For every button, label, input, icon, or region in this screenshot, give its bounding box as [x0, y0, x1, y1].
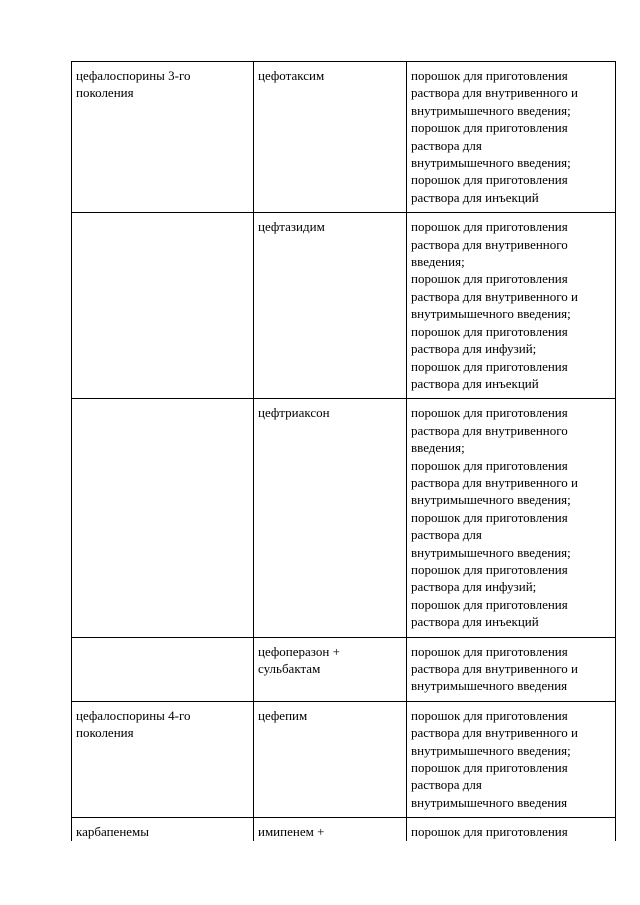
table-row — [72, 637, 616, 701]
drug-cell — [254, 213, 407, 399]
drug-name: цефтриаксон — [258, 405, 330, 421]
form-line: порошок для приготовления — [411, 323, 568, 339]
form-line: раствора для — [411, 137, 482, 153]
forms-cell — [407, 213, 616, 399]
drug-cell — [254, 637, 407, 701]
group-cell — [72, 62, 254, 213]
form-line: раствора для внутривенного — [411, 236, 568, 252]
group-cell — [72, 818, 254, 841]
form-line: порошок для приготовления — [411, 172, 568, 188]
form-line: внутримышечного введения; — [411, 102, 571, 118]
group-cell — [72, 701, 254, 817]
drug-cell — [254, 62, 407, 213]
form-line: порошок для приготовления — [411, 760, 568, 776]
drug-name: имипенем + — [258, 824, 325, 840]
form-line: порошок для приготовления — [411, 824, 568, 840]
forms-cell — [407, 701, 616, 817]
form-line: раствора для внутривенного и — [411, 661, 578, 676]
drug-name: цефотаксим — [258, 68, 325, 83]
forms-cell — [407, 637, 616, 701]
form-line: раствора для внутривенного и — [411, 85, 578, 101]
drug-name: цефепим — [258, 707, 308, 723]
form-line: порошок для приготовления — [411, 509, 568, 525]
form-line: внутримышечного введения; — [411, 544, 571, 560]
form-line: порошок для приготовления — [411, 707, 568, 723]
drug-cell — [254, 399, 407, 637]
table-row — [72, 62, 616, 213]
form-line: раствора для инъекций — [411, 614, 539, 630]
form-line: внутримышечного введения — [411, 794, 568, 810]
group-text: цефалоспорины 3-го поколения — [76, 68, 191, 101]
form-line: введения; — [411, 440, 465, 456]
forms-cell — [407, 818, 616, 841]
group-text: карбапенемы — [76, 824, 150, 840]
form-line: раствора для внутривенного и — [411, 288, 578, 304]
table-row — [72, 399, 616, 637]
form-line: раствора для инъекций — [411, 375, 539, 391]
form-line: порошок для приготовления — [411, 120, 568, 136]
table-body — [72, 62, 616, 841]
form-line: внутримышечного введения; — [411, 742, 571, 758]
table-row — [72, 213, 616, 399]
table-row — [72, 701, 616, 817]
form-line: порошок для приготовления — [411, 219, 568, 235]
drug-cell — [254, 701, 407, 817]
form-line: раствора для — [411, 527, 482, 543]
form-line: внутримышечного введения; — [411, 306, 571, 322]
form-line: порошок для приготовления — [411, 457, 568, 473]
form-line: порошок для приготовления — [411, 358, 568, 374]
drug-name: цефтазидим — [258, 219, 325, 235]
form-line: раствора для внутривенного и — [411, 474, 578, 490]
form-line: внутримышечного введения; — [411, 492, 571, 508]
form-line: раствора для внутривенного — [411, 422, 568, 438]
group-text: цефалоспорины 4-го поколения — [76, 707, 191, 741]
form-line: раствора для — [411, 777, 482, 793]
form-line: порошок для приготовления — [411, 271, 568, 287]
group-cell — [72, 399, 254, 637]
form-line: порошок для приготовления — [411, 68, 568, 83]
form-line: раствора для инфузий; — [411, 579, 537, 595]
drug-table — [71, 61, 616, 841]
drug-cell — [254, 818, 407, 841]
form-line: внутримышечного введения — [411, 678, 568, 694]
forms-cell — [407, 399, 616, 637]
form-line: порошок для приготовления — [411, 596, 568, 612]
form-line: раствора для внутривенного и — [411, 725, 578, 741]
form-line: раствора для инъекций — [411, 189, 539, 205]
table-row — [72, 818, 616, 841]
form-line: порошок для приготовления — [411, 561, 568, 577]
forms-cell — [407, 62, 616, 213]
group-cell — [72, 637, 254, 701]
group-cell — [72, 213, 254, 399]
form-line: порошок для приготовления — [411, 405, 568, 421]
drug-name: цефоперазон + сульбактам — [258, 643, 340, 676]
form-line: порошок для приготовления — [411, 643, 568, 659]
form-line: раствора для инфузий; — [411, 341, 537, 357]
form-line: введения; — [411, 254, 465, 270]
form-line: внутримышечного введения; — [411, 155, 571, 171]
